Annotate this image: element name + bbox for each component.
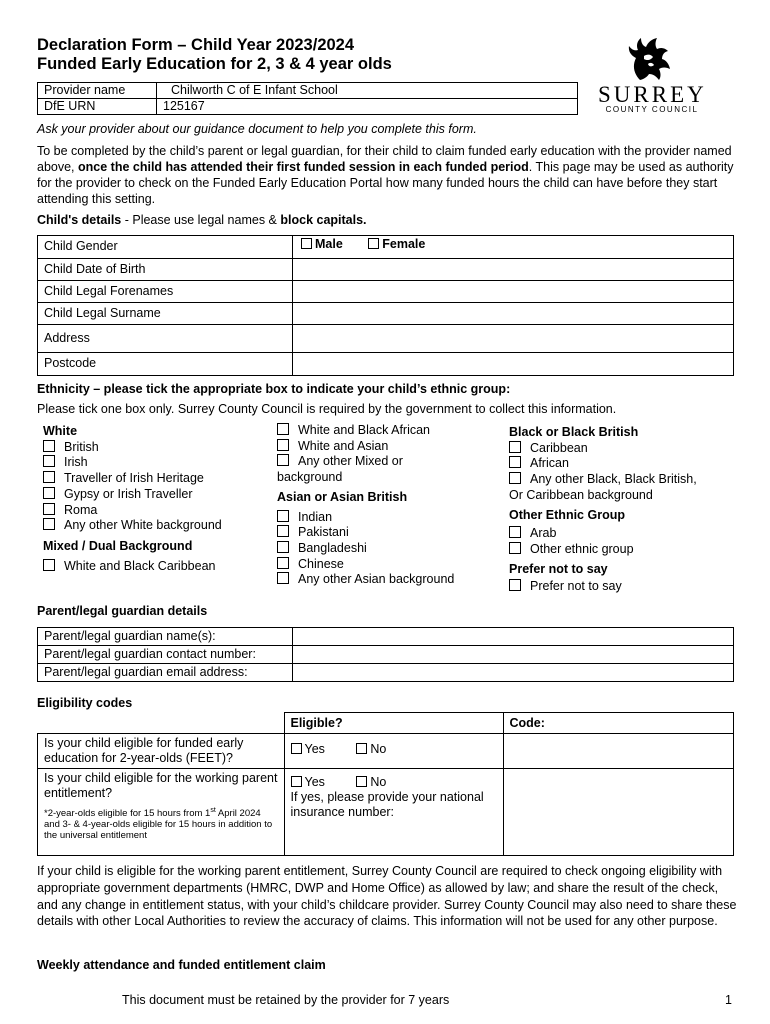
note-text-b: April 2024 and 3- & 4-year-olds eligible for 15 hours in addition to the universal entitlement [44,808,273,842]
option-label: Roma [64,502,98,517]
feet-yes-checkbox[interactable] [291,743,302,754]
child-address-label: Address [38,325,293,353]
title-line-1: Declaration Form – Child Year 2023/2024 [37,36,355,54]
option-gypsy-irish-traveller[interactable] [43,487,273,503]
intro-text-a: To be completed by the child’s parent or legal guardian, for their child to claim funded early education with the provider named above, [37,144,732,174]
child-address-field[interactable] [293,325,734,353]
checkbox[interactable] [277,541,289,553]
option-label: British [64,439,99,454]
child-dob-label: Child Date of Birth [38,259,293,281]
checkbox[interactable] [509,472,521,484]
guidance-note: Ask your provider about our guidance document to help you complete this form. [37,122,477,136]
checkbox[interactable] [277,439,289,451]
child-heading-mid: - Please use legal names & [121,213,281,227]
page-title [37,36,392,74]
female-label: Female [382,237,426,251]
option-label: Any other Mixed or [298,454,403,469]
checkbox[interactable] [43,559,55,571]
option-prefer-not[interactable] [509,579,734,595]
working-parent-note [44,805,278,841]
parent-heading: Parent/legal guardian details [37,604,208,618]
checkbox[interactable] [509,542,521,554]
working-parent-question [38,769,285,856]
ethnicity-column-3 [509,425,734,595]
option-british[interactable] [43,440,273,456]
parent-phone-field[interactable] [293,646,734,664]
checkbox[interactable] [277,423,289,435]
child-surname-field[interactable] [293,303,734,325]
asian-heading: Asian or Asian British [277,489,408,504]
parent-email-field[interactable] [293,664,734,682]
child-details-table [37,235,734,376]
checkbox[interactable] [509,526,521,538]
parent-name-label: Parent/legal guardian name(s): [38,628,293,646]
option-label: Arab [530,526,557,541]
option-label: Any other Black, Black British, [530,472,697,487]
eligibility-blank-header [38,713,285,734]
intro-text-bold: once the child has attended their first funded session in each funded period [78,160,529,174]
feet-code-field[interactable] [503,734,734,769]
white-heading: White [43,424,78,438]
option-african[interactable] [509,456,734,472]
working-parent-text: Is your child eligible for the working parent entitlement? [44,771,278,800]
dfe-urn-label: DfE URN [38,99,157,115]
feet-question: Is your child eligible for funded early education for 2-year-olds (FEET)? [38,734,285,769]
note-text-a: *2-year-olds eligible for 15 hours from 1 [44,808,211,820]
option-label: Chinese [298,556,344,571]
option-label: Pakistani [298,525,349,540]
checkbox[interactable] [277,454,289,466]
ni-prompt: If yes, please provide your national insurance number: [290,790,484,819]
weekly-attendance-heading: Weekly attendance and funded entitlement claim [37,958,326,972]
checkbox[interactable] [277,525,289,537]
option-label: Caribbean [530,440,588,455]
option-other-asian[interactable] [277,572,502,588]
child-forenames-label: Child Legal Forenames [38,281,293,303]
logo-subtitle: COUNTY COUNCIL [605,105,699,114]
eligibility-heading: Eligibility codes [37,696,133,710]
feet-no-label: No [370,742,387,756]
eligible-column-header: Eligible? [284,713,503,734]
option-other-black-cont: Or Caribbean background [509,487,653,502]
child-gender-label: Child Gender [38,236,293,259]
male-checkbox[interactable] [301,238,312,249]
working-parent-answer [284,769,503,856]
provider-name-label: Provider name [38,83,157,99]
option-other-white[interactable] [43,518,273,534]
checkbox[interactable] [43,455,55,467]
option-bangladeshi[interactable] [277,541,502,557]
checkbox[interactable] [43,518,55,530]
option-label: Any other Asian background [298,572,455,587]
option-label: Traveller of Irish Heritage [64,471,204,486]
child-heading-bold2: block capitals. [280,213,367,227]
option-indian[interactable] [277,510,502,526]
checkbox[interactable] [277,557,289,569]
option-white-asian[interactable] [277,439,502,455]
option-label: Bangladeshi [298,540,367,555]
option-white-black-caribbean[interactable] [43,559,273,575]
ethnicity-column-2 [277,423,502,588]
option-label: Gypsy or Irish Traveller [64,486,193,501]
eligibility-table [37,712,734,856]
ethnicity-instruction: Please tick one box only. Surrey County Council is required by the government to collect this information. [37,402,617,416]
female-checkbox[interactable] [368,238,379,249]
option-label: Other ethnic group [530,541,634,556]
parent-email-label: Parent/legal guardian email address: [38,664,293,682]
checkbox[interactable] [43,440,55,452]
checkbox[interactable] [509,456,521,468]
child-heading-bold: Child's details [37,213,122,227]
child-gender-options [293,236,734,259]
wp-no-label: No [370,775,387,789]
child-details-heading [37,212,737,228]
option-label: White and Black Caribbean [64,558,216,573]
code-column-header: Code: [503,713,734,734]
child-forenames-field[interactable] [293,281,734,303]
option-label: African [530,456,569,471]
option-other-ethnic[interactable] [509,542,734,558]
option-label: Any other White background [64,518,222,533]
checkbox[interactable] [509,441,521,453]
checkbox[interactable] [509,579,521,591]
option-label: Indian [298,509,333,524]
ethnicity-heading: Ethnicity – please tick the appropriate box to indicate your child’s ethnic group: [37,382,511,396]
dfe-urn-value: 125167 [157,99,578,115]
provider-table [37,82,578,115]
option-other-mixed[interactable] [277,454,502,470]
wp-yes-label: Yes [304,775,325,789]
ethnicity-column-1 [43,424,273,574]
child-postcode-field[interactable] [293,353,734,376]
page-number: 1 [725,993,732,1007]
surrey-logo [598,36,708,116]
option-label: White and Black African [298,423,431,437]
parent-table [37,627,734,682]
wp-yes-checkbox[interactable] [291,776,302,787]
feet-yes-label: Yes [304,742,325,756]
male-label: Male [315,237,343,251]
option-label: Prefer not to say [530,579,622,594]
checkbox[interactable] [277,572,289,584]
prefer-heading: Prefer not to say [509,561,608,576]
option-roma[interactable] [43,503,273,519]
wp-no-checkbox[interactable] [356,776,367,787]
option-chinese[interactable] [277,557,502,573]
option-other-mixed-cont: background [277,470,343,485]
provider-name-value: Chilworth C of E Infant School [157,83,578,99]
parent-name-field[interactable] [293,628,734,646]
title-line-2: Funded Early Education for 2, 3 & 4 year olds [37,55,392,73]
intro-paragraph [37,143,737,207]
child-surname-label: Child Legal Surname [38,303,293,325]
consent-paragraph: If your child is eligible for the working parent entitlement, Surrey County Council are required to check ongoing eligibility with appropriate government departments (HMRC, DWP and Home Office) as allowed by law; and share the result of the check, and any change in entitlement status, with your child’s childcare provider. Surrey County Council may also need to share these details with other Local Authorities to review the accuracy of claims. This information will not be used for any other purpose. [37,864,737,929]
option-label: Irish [64,455,88,470]
checkbox[interactable] [43,503,55,515]
child-dob-field[interactable] [293,259,734,281]
option-caribbean[interactable] [509,441,734,457]
retention-note: This document must be retained by the provider for 7 years [122,993,450,1007]
option-traveller-irish-heritage[interactable] [43,471,273,487]
stag-emblem-icon [620,36,680,82]
black-heading: Black or Black British [509,425,639,439]
checkbox[interactable] [43,487,55,499]
option-arab[interactable] [509,526,734,542]
option-label: White and Asian [298,438,389,453]
mixed-heading: Mixed / Dual Background [43,538,193,553]
working-parent-code-field[interactable] [503,769,734,856]
checkbox[interactable] [277,510,289,522]
intro-text-b: . This page may be used as authority for the provider to check on the Funded Early Education Portal how many funded hours the child can have before they start attending this setting. [37,160,734,206]
option-other-black[interactable] [509,472,734,488]
logo-wordmark: SURREY [598,82,707,107]
child-postcode-label: Postcode [38,353,293,376]
parent-phone-label: Parent/legal guardian contact number: [38,646,293,664]
option-pakistani[interactable] [277,525,502,541]
option-white-black-african[interactable] [277,423,502,439]
feet-no-checkbox[interactable] [356,743,367,754]
note-sup: st [210,807,216,814]
other-heading: Other Ethnic Group [509,507,625,522]
checkbox[interactable] [43,471,55,483]
feet-answer [284,734,503,769]
option-irish[interactable] [43,455,273,471]
